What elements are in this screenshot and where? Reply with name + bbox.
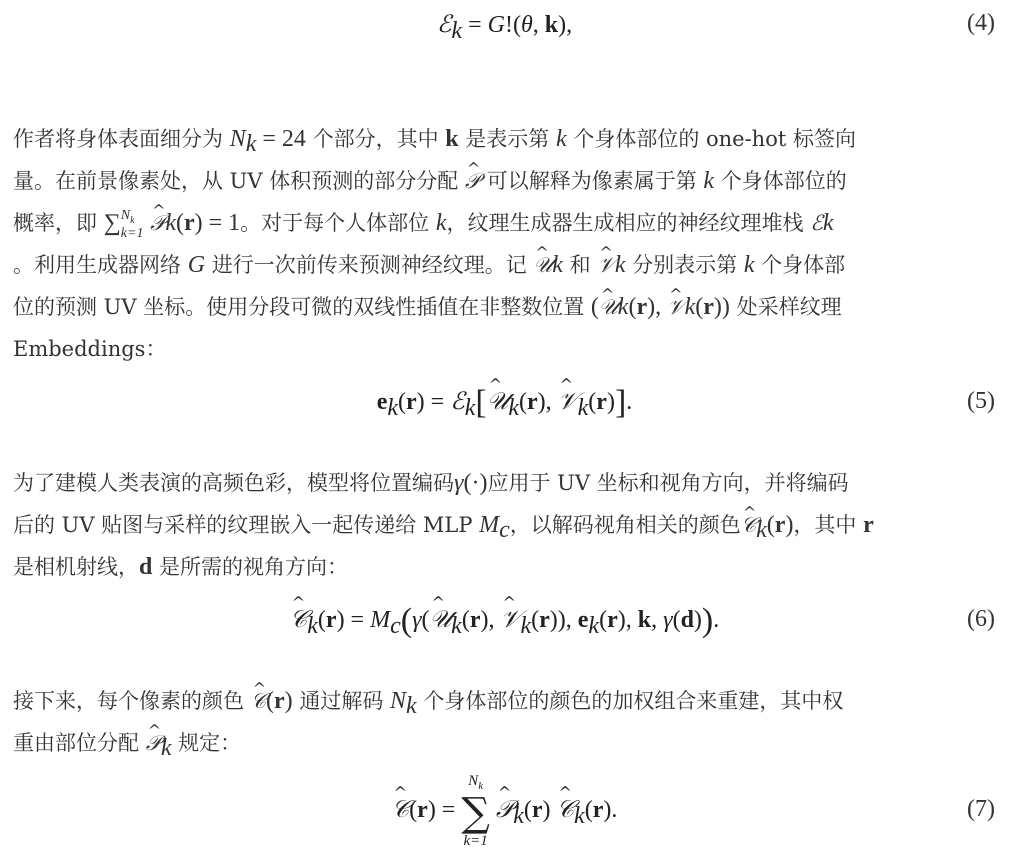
equation-7 [0,774,1009,854]
equation-6-body: ^ 𝒞$_k$(r) = $M_c(\gamma(\^{}$ 𝒰$_k$(r), ^ 𝒱$_k$(r)), $e_k(r)$, k, γ(d)). [0,602,1009,640]
paragraph-3-line-2: 重由部位分配 ^ 𝒫$_k$ 规定： [13,722,997,764]
equation-7-number: (7) [967,796,995,822]
paragraph-1-line-3: 概率，即 ∑ $N_k$ k=1 ^ 𝒫k(r) = 1。对于每个人体部位 k，纹理生成器生成相应的神经纹理堆栈 ℰk [13,202,997,244]
paragraph-1-line-4: 。利用生成器网络 G 进行一次前传来预测神经纹理。记 ^ 𝒰k 和 ^ 𝒱k 分别表示第 k 个身体部 [13,244,997,286]
summation-symbol: $N_k$ ∑ k=1 [461,773,490,849]
equation-4-number: (4) [967,10,995,36]
equation-4 [0,10,1009,50]
paragraph-2-line-3: 是相机射线，d 是所需的视角方向： [13,554,349,580]
equation-5-body: $e_k(r)$ = ℰ$_k$[^ 𝒰$_k$(r), ^ 𝒱$_k$(r)]. [0,384,1009,422]
equation-5-number: (5) [967,388,995,414]
equation-6 [0,602,1009,642]
paragraph-1-line-1: 作者将身体表面细分为 $N_k = 24$ 个部分，其中 k 是表示第 k 个身体部位的 one-hot 标签向 [13,126,856,158]
paragraph-1-line-6: Embeddings： [13,337,167,361]
equation-4-body: ℰ$_k$ = G!(θ, k), [436,10,573,44]
paragraph-2-line-1: 为了建模人类表演的高频色彩，模型将位置编码γ(·)应用于 UV 坐标和视角方向，并将编码 [13,470,849,496]
paragraph-2-line-2: 后的 UV 贴图与采样的纹理嵌入一起传递给 MLP $M_c$，以解码视角相关的颜色^ 𝒞$_k$(r)，其中 r [13,504,997,546]
paragraph-3 [13,680,997,764]
paragraph-3-line-1: 接下来，每个像素的颜色 ^ 𝒞(r) 通过解码 $N_k$ 个身体部位的颜色的加权组合来重建，其中权 [13,680,997,722]
equation-6-number: (6) [967,606,995,632]
paragraph-2 [13,462,997,588]
paragraph-1-line-2: 量。在前景像素处，从 UV 体积预测的部分分配 ^ 𝒫 可以解释为像素属于第 k 个身体部位的 [13,160,997,202]
paragraph-1 [13,118,997,370]
paragraph-1-line-5: 位的预测 UV 坐标。使用分段可微的双线性插值在非整数位置 (^ 𝒰k(r), ^ 𝒱k(r)) 处采样纹理 [13,286,997,328]
equation-7-body: ^ 𝒞(r) = $N_k$ ∑ k=1 ^ 𝒫$_k$(r) ^ 𝒞$_k$(r). [0,774,1009,849]
equation-5 [0,384,1009,424]
